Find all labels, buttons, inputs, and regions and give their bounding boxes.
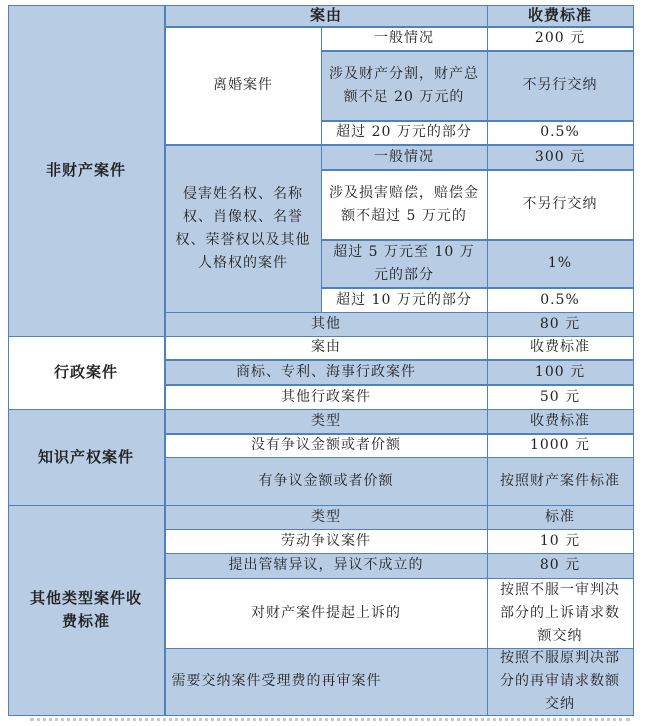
other-type: 提出管辖异议，异议不成立的: [165, 553, 488, 579]
ip-header-fee: 收费标准: [487, 409, 634, 434]
other-type: 劳动争议案件: [165, 529, 488, 554]
divorce-fee: 200 元: [487, 27, 634, 51]
other-fee: 10 元: [487, 529, 634, 554]
admin-header-reason: 案由: [165, 336, 488, 360]
ip-header-type: 类型: [165, 409, 488, 434]
admin-type: 其他行政案件: [165, 385, 488, 410]
admin-fee: 100 元: [487, 360, 634, 385]
personality-fee: 1%: [487, 240, 634, 288]
ip-fee: 1000 元: [487, 434, 634, 458]
cropped-text-line: [30, 718, 630, 726]
category-ip: 知识产权案件: [8, 409, 165, 506]
admin-fee: 50 元: [487, 385, 634, 410]
category-non-property: 非财产案件: [8, 5, 165, 337]
other-fee: 按照不服原判决部分的再审请求数额交纳: [487, 648, 634, 716]
other-header-type: 类型: [165, 505, 488, 530]
personality-fee: 不另行交纳: [487, 170, 634, 240]
personality-condition: 超过 10 万元的部分: [321, 288, 488, 313]
divorce-condition: 超过 20 万元的部分: [321, 121, 488, 145]
personality-condition: 涉及损害赔偿，赔偿金额不超过 5 万元的: [321, 170, 488, 240]
divorce-fee: 不另行交纳: [487, 51, 634, 121]
admin-header-fee: 收费标准: [487, 336, 634, 360]
personality-fee: 0.5%: [487, 288, 634, 313]
ip-fee: 按照财产案件标准: [487, 457, 634, 506]
category-administrative: 行政案件: [8, 336, 165, 410]
divorce-condition: 一般情况: [321, 27, 488, 51]
personality-condition: 超过 5 万元至 10 万元的部分: [321, 240, 488, 288]
ip-type: 没有争议金额或者价额: [165, 434, 488, 458]
other-type: 对财产案件提起上诉的: [165, 578, 488, 649]
divorce-fee: 0.5%: [487, 121, 634, 145]
category-other-types: 其他类型案件收费标准: [8, 505, 165, 716]
admin-type: 商标、专利、海事行政案件: [165, 360, 488, 385]
fee-standard-table: [8, 5, 634, 716]
divorce-case-label: 离婚案件: [165, 27, 322, 145]
header-case-reason: 案由: [165, 5, 488, 27]
personality-fee: 300 元: [487, 145, 634, 170]
other-fee: 按照不服一审判决部分的上诉请求数额交纳: [487, 578, 634, 649]
header-fee-standard: 收费标准: [487, 5, 634, 27]
other-label: 其他: [165, 312, 488, 337]
other-fee: 80 元: [487, 553, 634, 579]
personality-case-label: 侵害姓名权、名称权、肖像权、名誉权、荣誉权以及其他人格权的案件: [165, 145, 322, 313]
personality-condition: 一般情况: [321, 145, 488, 170]
other-fee: 80 元: [487, 312, 634, 337]
divorce-condition: 涉及财产分割，财产总额不足 20 万元的: [321, 51, 488, 121]
ip-type: 有争议金额或者价额: [165, 457, 488, 506]
other-type: 需要交纳案件受理费的再审案件: [165, 648, 488, 716]
other-header-fee: 标准: [487, 505, 634, 530]
